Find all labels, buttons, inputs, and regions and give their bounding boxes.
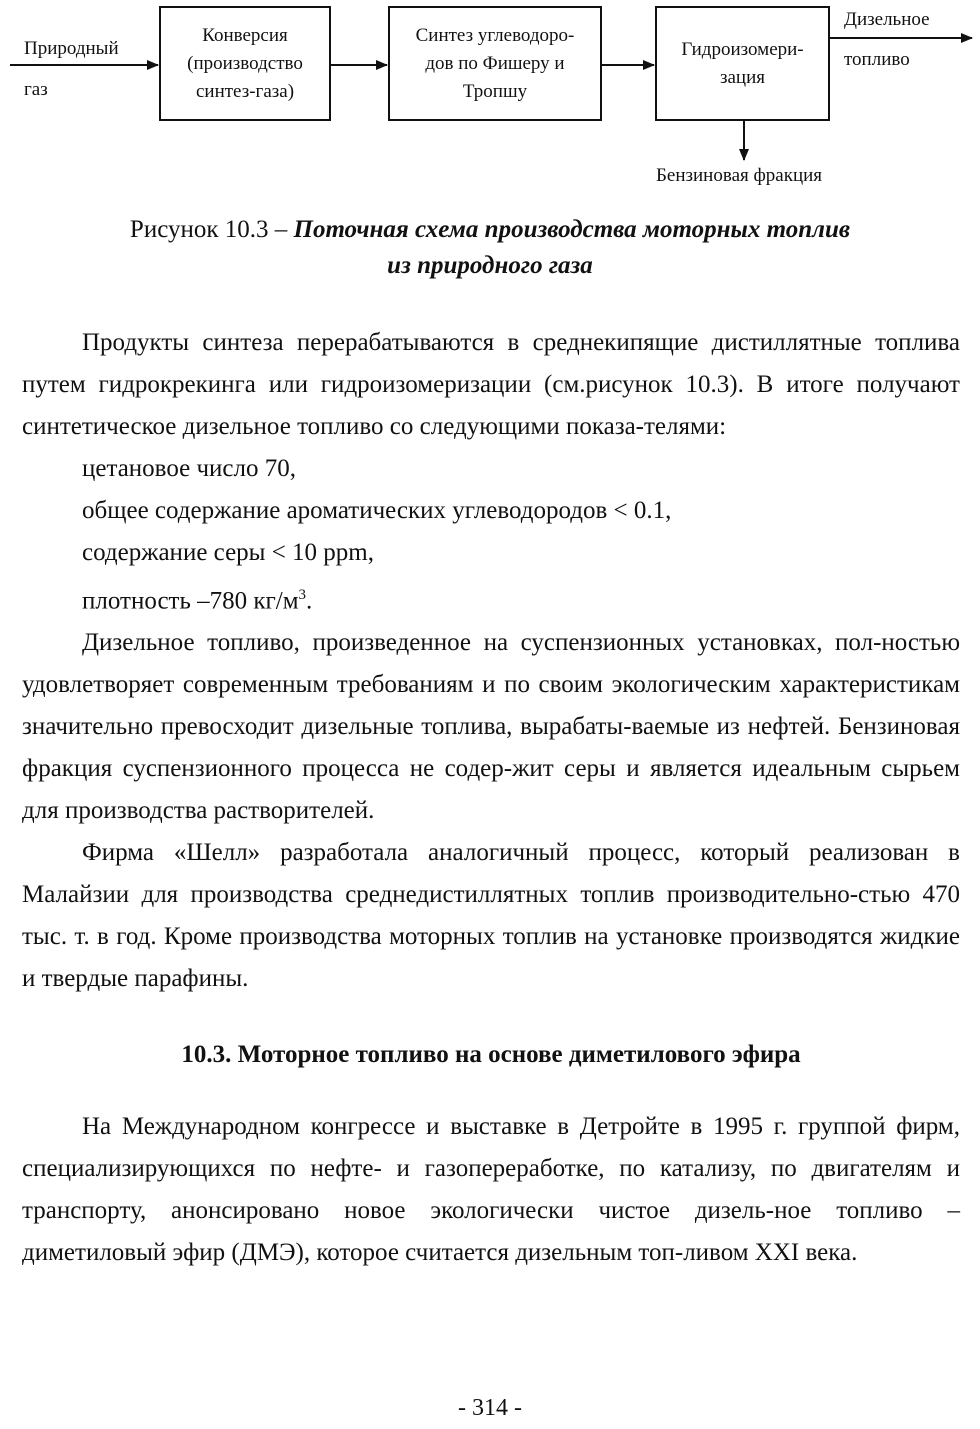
list-item-aromatics: общее содержание ароматических углеводородов < 0.1, xyxy=(82,497,672,524)
paragraph-detroit-congress: На Международном конгрессе и выставке в Детройте в 1995 г. группой фирм, специализирующихся по нефте- и газопереработке, по катализу, по двигателям и транспорту, анонсировано новое экологически чистое дизель-ное топливо – диметиловый эфир (ДМЭ), которое считается дизельным топ-ливом XXI века. xyxy=(22,1113,960,1267)
box-conversion-line: Конверсия xyxy=(202,24,288,46)
section-heading: 10.3. Моторное топливо на основе диметилового эфира xyxy=(181,1041,801,1069)
input-label-line1: Природный xyxy=(24,38,119,59)
box-hydroisomerization-line: зация xyxy=(719,66,765,88)
flow-diagram xyxy=(0,0,980,200)
output-diesel-line1: Дизельное xyxy=(844,9,930,30)
box-hydroisomerization-line: Гидроизомери- xyxy=(681,38,804,60)
caption-title-line2: из природного газа xyxy=(387,252,593,279)
list-item-cetane: цетановое число 70, xyxy=(82,455,296,482)
body-text xyxy=(22,322,960,1274)
list-item-sulfur: содержание серы < 10 ppm, xyxy=(82,539,375,566)
input-label-line2: газ xyxy=(24,79,48,100)
box-fischer-tropsch-line: дов по Фишеру и xyxy=(425,52,565,74)
box-fischer-tropsch-line: Синтез углеводоро- xyxy=(415,24,575,46)
density-end: . xyxy=(306,587,313,615)
box-conversion-line: (производство xyxy=(187,52,303,74)
output-diesel-line2: топливо xyxy=(844,49,910,70)
box-hydroisomerization-label xyxy=(658,9,827,118)
density-text: плотность –780 кг/м xyxy=(82,587,299,615)
box-conversion-line: синтез-газа) xyxy=(195,80,295,102)
output-gasoline-label: Бензиновая фракция xyxy=(656,165,823,186)
list-item-density xyxy=(22,574,960,622)
caption-title-line1: Поточная схема производства моторных топлив xyxy=(293,216,851,243)
caption-prefix: Рисунок 10.3 – xyxy=(129,216,294,243)
page-number: - 314 - xyxy=(458,1395,522,1421)
box-fischer-tropsch-label xyxy=(391,9,599,118)
paragraph-shell-process: Фирма «Шелл» разработала аналогичный процесс, который реализован в Малайзии для производства среднедистиллятных топлив производительно-стью 470 тыс. т. в год. Кроме производства моторных топлив на установке производятся жидкие и твердые парафины. xyxy=(22,839,960,993)
box-fischer-tropsch-line: Тропшу xyxy=(462,80,528,102)
density-superscript: 3 xyxy=(298,587,307,603)
paragraph-synthesis-products: Продукты синтеза перерабатываются в среднекипящие дистиллятные топлива путем гидрокрекинга или гидроизомеризации (см.рисунок 10.3). В итоге получают синтетическое дизельное топливо со следующими показа-телями: xyxy=(22,329,960,440)
box-conversion-label xyxy=(162,9,328,118)
figure-caption xyxy=(20,212,960,284)
paragraph-suspension-diesel: Дизельное топливо, произведенное на суспензионных установках, пол-ностью удовлетворяет современным требованиям и по своим экологическим характеристикам значительно превосходит дизельные топлива, вырабаты-ваемые из нефтей. Бензиновая фракция суспензионного процесса не содер-жит серы и является идеальным сырьем для производства растворителей. xyxy=(22,629,960,825)
